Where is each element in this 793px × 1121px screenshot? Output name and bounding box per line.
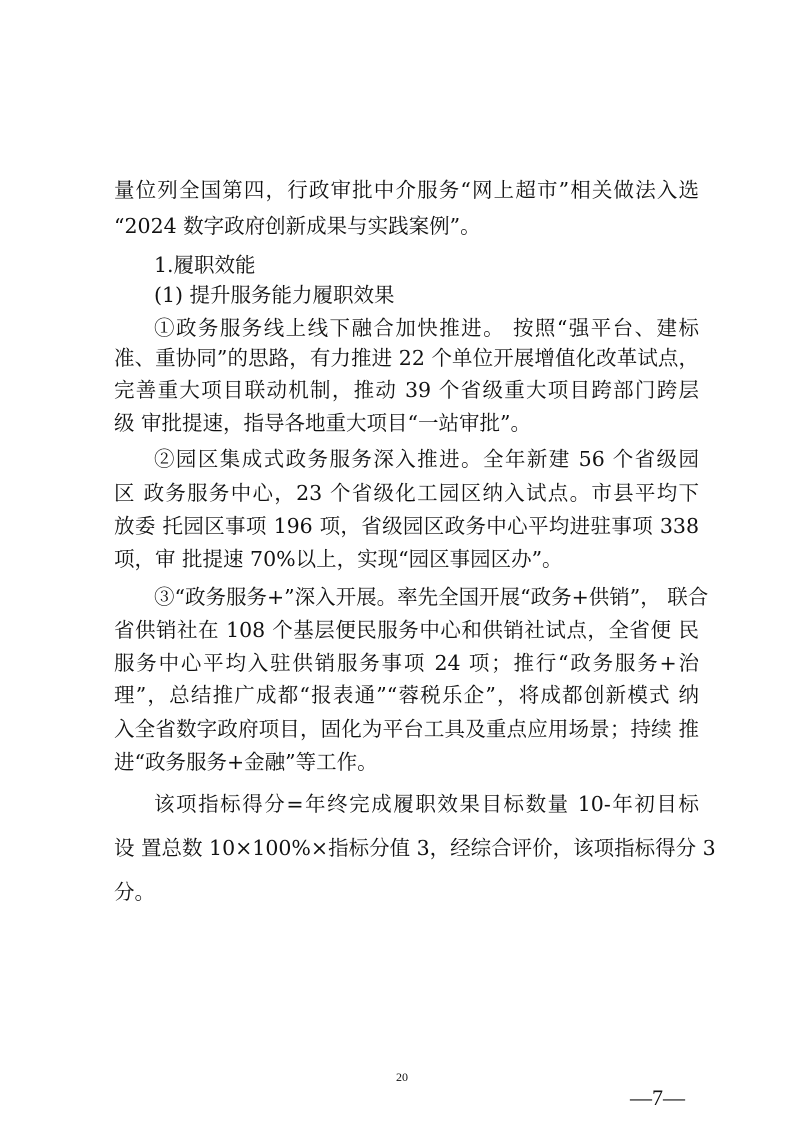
page-number-large: —7—	[630, 1085, 685, 1110]
page-number-small: 20	[396, 1070, 408, 1084]
text-line: 理”，总结推广成都“报表通”“蓉税乐企”，将成都创新模式 纳	[114, 683, 699, 707]
text-line: ③“政务服务+”深入开展。率先全国开展“政务+供销”， 联合	[154, 585, 709, 609]
text-line: 完善重大项目联动机制，推动 39 个省级重大项目跨部门跨层	[114, 378, 699, 402]
text-line: 省供销社在 108 个基层便民服务中心和供销社试点，全省便 民	[114, 618, 699, 642]
text-line: 进“政务服务+金融”等工作。	[114, 750, 378, 774]
text-line: ①政务服务线上线下融合加快推进。 按照“强平台、建标	[154, 316, 699, 340]
text-line: 区 政务服务中心，23 个省级化工园区纳入试点。市县平均下	[114, 481, 699, 505]
text-line: 分。	[114, 880, 155, 904]
text-line: 放委 托园区事项 196 项，省级园区政务中心平均进驻事项 338	[114, 514, 699, 538]
text-line: 准、重协同”的思路，有力推进 22 个单位开展增值化改革试点，	[114, 346, 699, 370]
text-line: 量位列全国第四，行政审批中介服务“网上超市”相关做法入选	[114, 178, 699, 202]
text-line: 级 审批提速，指导各地重大项目“一站审批”。	[114, 411, 531, 435]
text-line: 入全省数字政府项目，固化为平台工具及重点应用场景；持续 推	[114, 717, 699, 741]
text-line: 设 置总数 10×100%×指标分值 3，经综合评价，该项指标得分 3	[114, 836, 716, 860]
subsection-heading: (1) 提升服务能力履职效果	[154, 283, 395, 307]
text-line: ②园区集成式政务服务深入推进。全年新建 56 个省级园	[154, 447, 699, 471]
text-line: 服务中心平均入驻供销服务事项 24 项；推行“政务服务+治	[114, 651, 699, 675]
text-line: 该项指标得分=年终完成履职效果目标数量 10-年初目标	[154, 792, 699, 816]
text-line: “2024 数字政府创新成果与实践案例”。	[114, 214, 481, 238]
section-heading: 1.履职效能	[154, 253, 256, 277]
text-line: 项，审 批提速 70%以上，实现“园区事园区办”。	[114, 547, 563, 571]
